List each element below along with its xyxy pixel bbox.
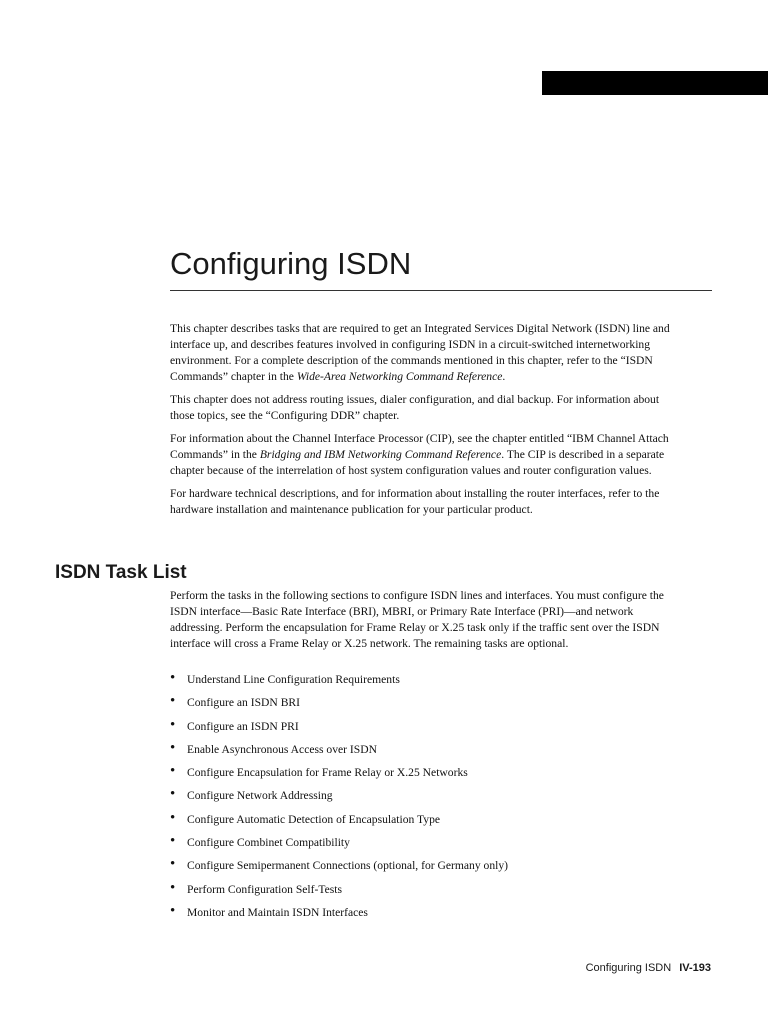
intro-paragraph-2: This chapter does not address routing issues, dialer configuration, and dial backup. For information about those topics, see the “Configuring DDR” chapter.	[170, 393, 660, 422]
list-item: • Configure an ISDN BRI	[170, 693, 301, 710]
list-item: • Configure Encapsulation for Frame Relay or X.25 Networks	[170, 763, 468, 780]
list-item: • Configure Network Addressing	[170, 786, 333, 803]
list-item: • Enable Asynchronous Access over ISDN	[170, 739, 377, 756]
bullet-icon: •	[170, 739, 176, 756]
chapter-title: Configuring ISDN	[170, 246, 412, 281]
bullet-icon: •	[170, 809, 176, 826]
intro-paragraph-1: This chapter describes tasks that are required to get an Integrated Services Digital Network (ISDN) line and interface up, and describes features involved in configuring ISDN in a circuit-switched internetworking environment. For a complete description of the commands mentioned in this chapter, refer to the “ISDN Commands” chapter in the Wide-Area Networking Command Reference.	[170, 322, 670, 383]
bullet-icon: •	[170, 693, 176, 710]
bullet-icon: •	[170, 670, 176, 686]
list-item: • Configure Combinet Compatibility	[170, 833, 350, 850]
list-item: • Perform Configuration Self-Tests	[170, 879, 343, 896]
intro-paragraph-4: For hardware technical descriptions, and for information about installing the router interfaces, refer to the hardware installation and maintenance publication for your particular product.	[170, 487, 660, 516]
reference-title: Bridging and IBM Networking Command Reference	[259, 448, 502, 461]
task-list	[170, 672, 690, 928]
header-black-bar	[542, 71, 768, 95]
footer-chapter-name: Configuring ISDN	[585, 962, 672, 974]
title-rule	[170, 290, 712, 291]
bullet-icon: •	[170, 856, 176, 873]
bullet-icon: •	[170, 902, 176, 919]
list-item: • Configure Semipermanent Connections (optional, for Germany only)	[170, 856, 509, 873]
list-item: • Configure an ISDN PRI	[170, 716, 299, 733]
intro-paragraph-3: For information about the Channel Interface Processor (CIP), see the chapter entitled “IBM Channel Attach Commands” in the Bridging and IBM Networking Command Reference. The CIP is described in a separate chapter because of the interrelation of host system configuration values and router configuration values.	[170, 432, 669, 477]
bullet-icon: •	[170, 716, 176, 733]
page-footer	[586, 961, 711, 975]
list-item: • Understand Line Configuration Requirements	[170, 670, 400, 686]
page-number: IV-193	[679, 962, 711, 974]
bullet-icon: •	[170, 763, 176, 780]
list-item: • Monitor and Maintain ISDN Interfaces	[170, 902, 368, 919]
intro-text	[170, 321, 670, 525]
reference-title: Wide-Area Networking Command Reference	[296, 370, 503, 383]
task-intro-paragraph: Perform the tasks in the following sections to configure ISDN lines and interfaces. You must configure the ISDN interface—Basic Rate Interface (BRI), MBRI, or Primary Rate Interface (PRI)—and network addressing. Perform the encapsulation for Frame Relay or X.25 task only if the traffic sent over the ISDN interface will cross a Frame Relay or X.25 network. The remaining tasks are optional.	[170, 589, 664, 650]
section-heading: ISDN Task List	[55, 562, 187, 583]
bullet-icon: •	[170, 879, 176, 896]
list-item: • Configure Automatic Detection of Encapsulation Type	[170, 809, 441, 826]
bullet-icon: •	[170, 833, 176, 850]
bullet-icon: •	[170, 786, 176, 803]
